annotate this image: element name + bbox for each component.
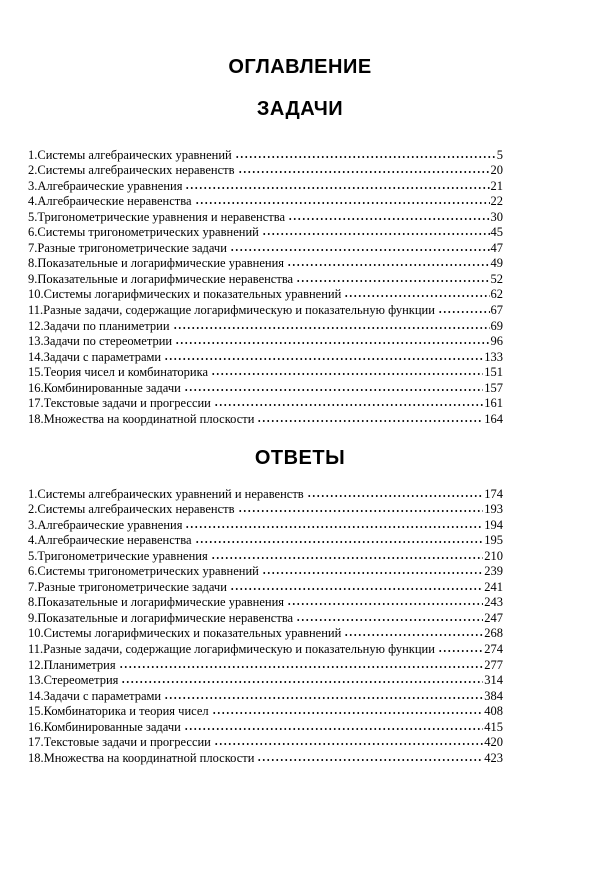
toc-entry-number: 9. bbox=[28, 271, 38, 286]
toc-entry-title: Показательные и логарифмические уравнения bbox=[37, 595, 285, 610]
toc-entry-number: 2. bbox=[28, 502, 38, 517]
toc-entry-title: Системы логарифмических и показательных уравнений bbox=[43, 626, 342, 641]
answers-section-heading: ОТВЕТЫ bbox=[254, 447, 346, 469]
toc-entry[interactable] bbox=[28, 302, 503, 318]
toc-entry-title: Системы алгебраических неравенств bbox=[37, 502, 235, 517]
toc-entry-page: 247 bbox=[484, 610, 503, 625]
toc-entry-number: 18. bbox=[28, 750, 44, 765]
toc-entry[interactable] bbox=[28, 256, 503, 272]
toc-entry-title: Системы тригонометрических уравнений bbox=[37, 564, 259, 579]
toc-entry-page: 408 bbox=[484, 704, 503, 719]
toc-entry-title: Системы логарифмических и показательных уравнений bbox=[43, 287, 342, 302]
toc-entry-title: Показательные и логарифмические уравнения bbox=[37, 256, 285, 271]
toc-entry-number: 15. bbox=[28, 365, 44, 380]
toc-entry-title: Комбинаторика и теория чисел bbox=[43, 704, 209, 719]
toc-entry[interactable] bbox=[28, 719, 503, 735]
toc-entry-page: 174 bbox=[484, 486, 503, 501]
toc-entry[interactable] bbox=[28, 502, 503, 518]
toc-dot-leader bbox=[175, 341, 489, 345]
toc-dot-leader bbox=[214, 403, 483, 407]
toc-entry-title: Разные тригонометрические задачи bbox=[37, 240, 227, 255]
toc-entry[interactable] bbox=[28, 271, 503, 287]
toc-entry-title: Комбинированные задачи bbox=[43, 719, 181, 734]
toc-entry-page: 239 bbox=[484, 564, 503, 579]
toc-entry-page: 21 bbox=[490, 178, 503, 193]
toc-entry-number: 18. bbox=[28, 411, 44, 426]
toc-entry[interactable] bbox=[28, 334, 503, 350]
toc-entry[interactable] bbox=[28, 704, 503, 720]
toc-entry-number: 11. bbox=[28, 642, 44, 657]
toc-entry-title: Алгебраические уравнения bbox=[37, 178, 183, 193]
toc-entry-page: 274 bbox=[484, 642, 503, 657]
toc-entry-number: 8. bbox=[28, 595, 38, 610]
toc-entry[interactable] bbox=[28, 641, 503, 657]
toc-entry-number: 5. bbox=[28, 209, 38, 224]
toc-dot-leader bbox=[296, 618, 483, 622]
toc-dot-leader bbox=[185, 525, 483, 529]
toc-entry[interactable] bbox=[28, 657, 503, 673]
toc-entry[interactable] bbox=[28, 411, 503, 427]
toc-entry-page: 420 bbox=[484, 735, 503, 750]
toc-dot-leader bbox=[173, 326, 490, 330]
toc-entry-page: 243 bbox=[484, 595, 503, 610]
toc-entry-number: 8. bbox=[28, 256, 38, 271]
toc-entry-number: 10. bbox=[28, 287, 44, 302]
toc-entry[interactable] bbox=[28, 194, 503, 210]
toc-entry-page: 193 bbox=[484, 502, 503, 517]
toc-entry-title: Разные тригонометрические задачи bbox=[37, 579, 227, 594]
toc-dot-leader bbox=[262, 571, 483, 575]
toc-entry-page: 22 bbox=[490, 194, 503, 209]
toc-entry-number: 6. bbox=[28, 225, 38, 240]
toc-dot-leader bbox=[119, 665, 484, 669]
toc-dot-leader bbox=[212, 711, 484, 715]
toc-dot-leader bbox=[344, 294, 489, 298]
toc-dot-leader bbox=[238, 170, 490, 174]
toc-dot-leader bbox=[307, 494, 484, 498]
toc-entry-title: Тригонометрические уравнения bbox=[37, 548, 208, 563]
toc-entry-page: 195 bbox=[484, 533, 503, 548]
toc-entry[interactable] bbox=[28, 564, 503, 580]
toc-entry-title: Комбинированные задачи bbox=[43, 380, 181, 395]
toc-entry-page: 67 bbox=[490, 303, 503, 318]
toc-entry-title: Системы алгебраических неравенств bbox=[37, 163, 235, 178]
tasks-toc-list bbox=[28, 147, 503, 427]
toc-dot-leader bbox=[344, 633, 483, 637]
toc-entry-page: 194 bbox=[484, 517, 503, 532]
toc-entry-page: 151 bbox=[484, 365, 503, 380]
toc-entry-number: 9. bbox=[28, 610, 38, 625]
toc-dot-leader bbox=[262, 232, 490, 236]
toc-entry[interactable] bbox=[28, 610, 503, 626]
toc-entry-number: 12. bbox=[28, 657, 44, 672]
toc-entry[interactable] bbox=[28, 318, 503, 334]
toc-entry-title: Задачи с параметрами bbox=[43, 349, 162, 364]
toc-entry-title: Показательные и логарифмические неравенства bbox=[37, 271, 294, 286]
toc-entry-page: 415 bbox=[484, 719, 503, 734]
toc-entry-title: Текстовые задачи и прогрессии bbox=[43, 396, 211, 411]
toc-entry-title: Планиметрия bbox=[43, 657, 116, 672]
toc-entry-page: 133 bbox=[484, 349, 503, 364]
toc-entry-number: 14. bbox=[28, 688, 44, 703]
toc-entry[interactable] bbox=[28, 287, 503, 303]
toc-dot-leader bbox=[184, 727, 483, 731]
toc-entry-number: 3. bbox=[28, 517, 38, 532]
toc-entry[interactable] bbox=[28, 750, 503, 766]
toc-entry-number: 6. bbox=[28, 564, 38, 579]
toc-entry-number: 2. bbox=[28, 163, 38, 178]
toc-entry-page: 277 bbox=[484, 657, 503, 672]
toc-entry-title: Показательные и логарифмические неравенства bbox=[37, 610, 294, 625]
toc-entry-title: Множества на координатной плоскости bbox=[43, 411, 255, 426]
toc-entry-title: Разные задачи, содержащие логарифмическую и показательную функции bbox=[43, 642, 435, 657]
toc-dot-leader bbox=[211, 556, 484, 560]
toc-dot-leader bbox=[235, 155, 496, 159]
toc-entry-page: 47 bbox=[490, 240, 503, 255]
toc-entry[interactable] bbox=[28, 147, 503, 163]
toc-entry-title: Текстовые задачи и прогрессии bbox=[43, 735, 211, 750]
toc-entry[interactable] bbox=[28, 240, 503, 256]
toc-entry-page: 20 bbox=[490, 163, 503, 178]
toc-entry-number: 12. bbox=[28, 318, 44, 333]
toc-entry-page: 45 bbox=[490, 225, 503, 240]
toc-entry-page: 5 bbox=[496, 147, 503, 162]
toc-entry-title: Разные задачи, содержащие логарифмическую и показательную функции bbox=[43, 303, 435, 318]
toc-entry-title: Алгебраические неравенства bbox=[37, 194, 192, 209]
toc-entry-number: 13. bbox=[28, 673, 44, 688]
toc-entry[interactable] bbox=[28, 163, 503, 179]
toc-entry-title: Алгебраические уравнения bbox=[37, 517, 183, 532]
answers-toc-list bbox=[28, 486, 503, 766]
toc-dot-leader bbox=[211, 372, 483, 376]
toc-entry-number: 15. bbox=[28, 704, 44, 719]
toc-entry-number: 3. bbox=[28, 178, 38, 193]
toc-entry[interactable] bbox=[28, 579, 503, 595]
toc-entry-page: 69 bbox=[490, 318, 503, 333]
toc-dot-leader bbox=[230, 248, 490, 252]
toc-entry[interactable] bbox=[28, 688, 503, 704]
toc-entry-page: 52 bbox=[490, 271, 503, 286]
toc-dot-leader bbox=[288, 217, 489, 221]
toc-entry-page: 241 bbox=[484, 579, 503, 594]
toc-entry-number: 4. bbox=[28, 194, 38, 209]
toc-entry-number: 7. bbox=[28, 240, 38, 255]
toc-entry[interactable] bbox=[28, 178, 503, 194]
toc-dot-leader bbox=[185, 186, 489, 190]
toc-entry-page: 314 bbox=[484, 673, 503, 688]
toc-entry[interactable] bbox=[28, 396, 503, 412]
toc-dot-leader bbox=[238, 509, 484, 513]
toc-entry-number: 16. bbox=[28, 380, 44, 395]
toc-entry-title: Задачи с параметрами bbox=[43, 688, 162, 703]
toc-entry-title: Стереометрия bbox=[43, 673, 119, 688]
toc-dot-leader bbox=[257, 758, 483, 762]
toc-dot-leader bbox=[195, 201, 490, 205]
toc-entry[interactable] bbox=[28, 349, 503, 365]
toc-entry-number: 7. bbox=[28, 579, 38, 594]
toc-entry-title: Алгебраические неравенства bbox=[37, 533, 192, 548]
toc-dot-leader bbox=[438, 649, 483, 653]
toc-entry[interactable] bbox=[28, 517, 503, 533]
toc-entry[interactable] bbox=[28, 380, 503, 396]
toc-dot-leader bbox=[121, 680, 483, 684]
toc-entry-title: Задачи по планиметрии bbox=[43, 318, 170, 333]
toc-entry[interactable] bbox=[28, 548, 503, 564]
toc-entry-page: 164 bbox=[484, 411, 503, 426]
toc-entry[interactable] bbox=[28, 365, 503, 381]
toc-entry-number: 14. bbox=[28, 349, 44, 364]
toc-entry-page: 161 bbox=[484, 396, 503, 411]
toc-entry-page: 268 bbox=[484, 626, 503, 641]
toc-dot-leader bbox=[438, 310, 490, 314]
toc-dot-leader bbox=[296, 279, 489, 283]
toc-dot-leader bbox=[164, 357, 483, 361]
toc-dot-leader bbox=[287, 263, 489, 267]
toc-dot-leader bbox=[287, 602, 483, 606]
toc-entry[interactable] bbox=[28, 626, 503, 642]
toc-entry-number: 17. bbox=[28, 735, 44, 750]
toc-entry-page: 210 bbox=[484, 548, 503, 563]
toc-entry-number: 13. bbox=[28, 334, 44, 349]
toc-entry[interactable] bbox=[28, 735, 503, 751]
toc-entry-number: 16. bbox=[28, 719, 44, 734]
toc-entry[interactable] bbox=[28, 209, 503, 225]
toc-entry-page: 49 bbox=[490, 256, 503, 271]
toc-entry-number: 1. bbox=[28, 147, 38, 162]
toc-entry[interactable] bbox=[28, 486, 503, 502]
toc-entry-number: 11. bbox=[28, 303, 44, 318]
toc-entry-number: 5. bbox=[28, 548, 38, 563]
toc-entry-title: Множества на координатной плоскости bbox=[43, 750, 255, 765]
toc-dot-leader bbox=[184, 388, 483, 392]
toc-dot-leader bbox=[214, 742, 483, 746]
page-title: ОГЛАВЛЕНИЕ bbox=[228, 56, 372, 78]
toc-entry-number: 10. bbox=[28, 626, 44, 641]
toc-entry[interactable] bbox=[28, 595, 503, 611]
toc-entry-title: Системы алгебраических уравнений bbox=[37, 147, 232, 162]
toc-entry-title: Системы алгебраических уравнений и неравенств bbox=[37, 486, 304, 501]
toc-entry[interactable] bbox=[28, 673, 503, 689]
toc-entry-page: 423 bbox=[484, 750, 503, 765]
toc-dot-leader bbox=[257, 419, 483, 423]
toc-entry-page: 157 bbox=[484, 380, 503, 395]
toc-dot-leader bbox=[164, 696, 483, 700]
toc-entry-title: Системы тригонометрических уравнений bbox=[37, 225, 259, 240]
toc-entry-title: Задачи по стереометрии bbox=[43, 334, 173, 349]
toc-dot-leader bbox=[230, 587, 483, 591]
toc-entry[interactable] bbox=[28, 225, 503, 241]
toc-entry-page: 384 bbox=[484, 688, 503, 703]
tasks-section-heading: ЗАДАЧИ bbox=[256, 98, 344, 120]
toc-dot-leader bbox=[195, 540, 484, 544]
toc-entry-title: Теория чисел и комбинаторика bbox=[43, 365, 209, 380]
toc-entry[interactable] bbox=[28, 533, 503, 549]
toc-entry-page: 30 bbox=[490, 209, 503, 224]
toc-entry-title: Тригонометрические уравнения и неравенства bbox=[37, 209, 286, 224]
toc-entry-page: 96 bbox=[490, 334, 503, 349]
toc-entry-number: 17. bbox=[28, 396, 44, 411]
toc-entry-page: 62 bbox=[490, 287, 503, 302]
toc-entry-number: 4. bbox=[28, 533, 38, 548]
toc-entry-number: 1. bbox=[28, 486, 38, 501]
